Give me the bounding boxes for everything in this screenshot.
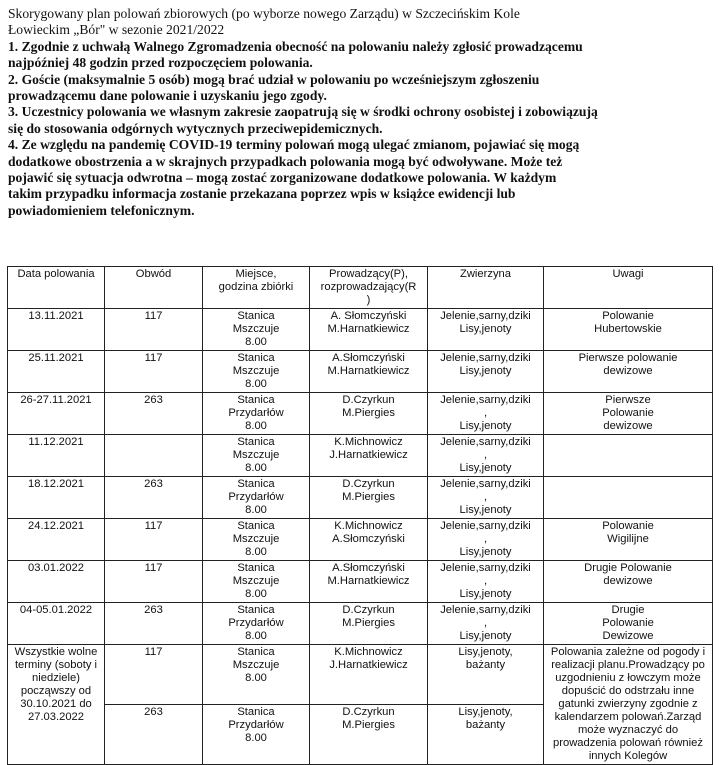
cell-date xyxy=(8,603,105,645)
cell-uwagi xyxy=(544,435,713,477)
cell-text-line: M.Piergies xyxy=(342,407,395,419)
cell-obwod: 263 xyxy=(105,603,203,645)
cell-text-line: Mszczuje xyxy=(232,365,280,377)
cell-zwierzyna xyxy=(428,705,544,765)
cell-text-line: , xyxy=(483,407,488,419)
rules-list xyxy=(8,39,712,219)
rule-4-line-3: pojawić się sytuacja odwrotna – mogą zostać zorganizowane dodatkowe polowania. W każdym xyxy=(8,170,557,186)
rule-2-line-2: prowadzącemu dane polowanie i uzyskaniu jego zgody. xyxy=(8,88,327,104)
cell-text-line: Polowanie xyxy=(602,407,654,419)
cell-text-line: Jelenie,sarny,dziki xyxy=(440,352,531,364)
rule-1-line-2: najpóźniej 48 godzin przed rozpoczęciem polowania. xyxy=(8,55,313,71)
cell-text-line: 8.00 xyxy=(245,462,267,474)
cell-uwagi xyxy=(544,309,713,351)
cell-uwagi xyxy=(544,561,713,603)
cell-text-line: K.Michnowicz xyxy=(334,520,403,532)
cell-text-line: 8.00 xyxy=(245,504,267,516)
cell-text-line: Mszczuje xyxy=(232,659,280,671)
cell-text-line: M.Harnatkiewicz xyxy=(327,575,410,587)
cell-text-line: A.Słomczyński xyxy=(332,533,405,545)
cell-text-line: 8.00 xyxy=(245,630,267,642)
table-row xyxy=(8,351,713,393)
cell-text-line: 8.00 xyxy=(245,420,267,432)
cell-text-line: 04-05.01.2022 xyxy=(19,604,93,616)
cell-obwod: 263 xyxy=(105,705,203,765)
cell-text-line: Lisy,jenoty xyxy=(459,546,512,558)
cell-text-line: 25.11.2021 xyxy=(28,352,84,364)
cell-prowadzacy xyxy=(310,603,428,645)
cell-text-line: Uwagi xyxy=(612,268,644,280)
cell-miejsce xyxy=(203,435,310,477)
cell-text-line: dewizowe xyxy=(603,365,653,377)
cell-text-line: Lisy,jenoty xyxy=(459,365,512,377)
cell-text-line: Prowadzący(P), xyxy=(329,268,408,280)
cell-obwod: 263 xyxy=(105,477,203,519)
cell-prowadzacy xyxy=(310,477,428,519)
cell-text-line: , xyxy=(483,617,488,629)
cell-text-line: D.Czyrkun xyxy=(342,394,395,406)
cell-text-line: J.Harnatkiewicz xyxy=(329,659,408,671)
rule-1-line-1: 1. Zgodnie z uchwałą Walnego Zgromadzenia obecność na polowaniu należy zgłosić prowadzącemu xyxy=(8,38,583,54)
cell-text-line: K.Michnowicz xyxy=(334,646,403,658)
cell-date xyxy=(8,477,105,519)
cell-miejsce xyxy=(203,309,310,351)
cell-date xyxy=(8,561,105,603)
cell-prowadzacy xyxy=(310,309,428,351)
cell-prowadzacy xyxy=(310,393,428,435)
cell-text-line: Stanica xyxy=(237,352,275,364)
table-row xyxy=(8,519,713,561)
cell-text-line: 8.00 xyxy=(245,378,267,390)
cell-text-line: M.Harnatkiewicz xyxy=(327,323,410,335)
cell-uwagi xyxy=(544,477,713,519)
cell-zwierzyna xyxy=(428,435,544,477)
cell-text-line: Lisy,jenoty xyxy=(459,420,512,432)
cell-text-line: D.Czyrkun xyxy=(342,604,395,616)
rule-3-line-2: się do stosowania odgórnych wytycznych przeciwepidemicznych. xyxy=(8,120,383,136)
rule-4-line-1: 4. Ze względu na pandemię COVID-19 terminy polowań mogą ulegać zmianom, pojawiać się mogą xyxy=(8,137,580,153)
cell-text-line: Przydarłów xyxy=(228,617,284,629)
rule-2-line-1: 2. Goście (maksymalnie 5 osób) mogą brać udział w polowaniu po wcześniejszym zgłoszeniu xyxy=(8,71,540,87)
cell-obwod: 117 xyxy=(105,351,203,393)
cell-date xyxy=(8,519,105,561)
cell-miejsce xyxy=(203,705,310,765)
cell-text-line: godzina zbiórki xyxy=(218,281,294,293)
cell-text-line: Jelenie,sarny,dziki xyxy=(440,310,531,322)
cell-text-line: 18.12.2021 xyxy=(28,478,84,490)
cell-zwierzyna xyxy=(428,309,544,351)
cell-text-line: 03.01.2022 xyxy=(28,562,84,574)
cell-obwod: 117 xyxy=(105,645,203,705)
table-row xyxy=(8,393,713,435)
cell-text-line: bażanty xyxy=(465,719,506,731)
cell-text-line: Lisy,jenoty, xyxy=(458,706,513,718)
cell-text-line: 13.11.2021 xyxy=(28,310,84,322)
cell-text-line: , xyxy=(483,575,488,587)
table-row xyxy=(8,603,713,645)
cell-text-line: Pierwsze xyxy=(605,394,651,406)
cell-text-line: Mszczuje xyxy=(232,323,280,335)
header-prowadzacy xyxy=(310,267,428,309)
rule-4-line-4: takim przypadku informacja zostanie przekazana poprzez wpis w książce ewidencji lub xyxy=(8,186,516,202)
intro-text xyxy=(8,6,712,219)
cell-text-line: Stanica xyxy=(237,478,275,490)
cell-zwierzyna xyxy=(428,603,544,645)
cell-text-line: M.Harnatkiewicz xyxy=(327,365,410,377)
cell-text-line: Przydarłów xyxy=(228,491,284,503)
cell-text-line: Hubertowskie xyxy=(594,323,662,335)
cell-miejsce xyxy=(203,561,310,603)
cell-text-line: M.Piergies xyxy=(342,719,395,731)
cell-prowadzacy xyxy=(310,351,428,393)
cell-text-line: D.Czyrkun xyxy=(342,706,395,718)
cell-text-line: A. Słomczyński xyxy=(330,310,407,322)
cell-uwagi xyxy=(544,393,713,435)
cell-uwagi xyxy=(544,603,713,645)
cell-date-free-terms: Wszystkie wolne terminy (soboty i niedziele) począwszy od 30.10.2021 do 27.03.2022 xyxy=(8,645,105,765)
cell-zwierzyna xyxy=(428,645,544,705)
cell-text-line: Przydarłów xyxy=(228,407,284,419)
cell-zwierzyna xyxy=(428,519,544,561)
cell-text-line: Polowanie xyxy=(602,310,654,322)
cell-text-line: Stanica xyxy=(237,604,275,616)
cell-text-line: Lisy,jenoty xyxy=(459,630,512,642)
cell-text-line: A.Słomczyński xyxy=(332,562,405,574)
cell-prowadzacy xyxy=(310,519,428,561)
cell-text-line: Lisy,jenoty xyxy=(459,588,512,600)
cell-text-line: bażanty xyxy=(465,659,506,671)
cell-text-line: Jelenie,sarny,dziki xyxy=(440,520,531,532)
cell-text-line: Lisy,jenoty xyxy=(459,504,512,516)
header-uwagi xyxy=(544,267,713,309)
cell-text-line: Lisy,jenoty, xyxy=(458,646,513,658)
cell-zwierzyna xyxy=(428,393,544,435)
cell-miejsce xyxy=(203,645,310,705)
cell-obwod xyxy=(105,435,203,477)
cell-text-line: rozprowadzający(R xyxy=(320,281,417,293)
cell-text-line: J.Harnatkiewicz xyxy=(329,449,408,461)
header-date xyxy=(8,267,105,309)
cell-prowadzacy xyxy=(310,705,428,765)
header-obwod xyxy=(105,267,203,309)
cell-text-line: Stanica xyxy=(237,436,275,448)
cell-text-line: Stanica xyxy=(237,706,275,718)
cell-zwierzyna xyxy=(428,351,544,393)
table-row xyxy=(8,309,713,351)
cell-obwod: 117 xyxy=(105,309,203,351)
cell-text-line: Lisy,jenoty xyxy=(459,462,512,474)
cell-date xyxy=(8,393,105,435)
cell-text-line: Jelenie,sarny,dziki xyxy=(440,478,531,490)
cell-obwod: 117 xyxy=(105,519,203,561)
cell-text-line: Stanica xyxy=(237,520,275,532)
cell-text-line: , xyxy=(483,533,488,545)
cell-text-line: Przydarłów xyxy=(228,719,284,731)
cell-text-line: Polowanie xyxy=(602,617,654,629)
title-line-1: Skorygowany plan polowań zbiorowych (po wyborze nowego Zarządu) w Szczecińskim Kole xyxy=(8,6,520,21)
cell-text-line: D.Czyrkun xyxy=(342,478,395,490)
cell-text-line: Stanica xyxy=(237,646,275,658)
cell-miejsce xyxy=(203,519,310,561)
cell-text-line: ) xyxy=(366,294,371,306)
table-row xyxy=(8,561,713,603)
cell-miejsce xyxy=(203,477,310,519)
cell-text-line: 11.12.2021 xyxy=(28,436,84,448)
cell-text-line: 26-27.11.2021 xyxy=(20,394,92,406)
cell-miejsce xyxy=(203,351,310,393)
cell-date xyxy=(8,351,105,393)
header-miejsce xyxy=(203,267,310,309)
cell-text-line: A.Słomczyński xyxy=(332,352,405,364)
cell-text-line: Jelenie,sarny,dziki xyxy=(440,604,531,616)
cell-text-line: K.Michnowicz xyxy=(334,436,403,448)
cell-text-line: Drugie Polowanie xyxy=(584,562,672,574)
cell-text-line: , xyxy=(483,449,488,461)
cell-text-line: Mszczuje xyxy=(232,575,280,587)
cell-date xyxy=(8,309,105,351)
cell-zwierzyna xyxy=(428,477,544,519)
cell-text-line: Stanica xyxy=(237,310,275,322)
cell-text-line: 8.00 xyxy=(245,588,267,600)
cell-uwagi xyxy=(544,351,713,393)
cell-text-line: Stanica xyxy=(237,562,275,574)
cell-text-line: Zwierzyna xyxy=(460,268,511,280)
cell-obwod: 117 xyxy=(105,561,203,603)
cell-text-line: Miejsce, xyxy=(235,268,277,280)
cell-text-line: Jelenie,sarny,dziki xyxy=(440,436,531,448)
header-zwierzyna xyxy=(428,267,544,309)
cell-text-line: Drugie xyxy=(611,604,645,616)
cell-text-line: Lisy,jenoty xyxy=(459,323,512,335)
cell-miejsce xyxy=(203,393,310,435)
cell-text-line: Polowanie xyxy=(602,520,654,532)
cell-text-line: Jelenie,sarny,dziki xyxy=(440,562,531,574)
hunt-schedule-table xyxy=(7,266,713,765)
cell-date xyxy=(8,435,105,477)
cell-text-line: 8.00 xyxy=(245,336,267,348)
cell-text-line: Dewizowe xyxy=(602,630,654,642)
cell-text-line: Stanica xyxy=(237,394,275,406)
rule-4-line-5: powiadomieniem telefonicznym. xyxy=(8,202,195,218)
rule-4-line-2: dodatkowe obostrzenia a w skrajnych przypadkach polowania mogą być odwoływane. Może też xyxy=(8,153,563,169)
cell-text-line: Mszczuje xyxy=(232,533,280,545)
cell-uwagi-free-terms: Polowania zależne od pogody i realizacji planu.Prowadzący po uzgodnieniu z łowczym może dopuścić do odstrzału inne gatunki zwierzyny zgodnie z kalendarzem polowań.Zarząd może wyznaczyć do prowadzenia polowań również innych Kolegów xyxy=(544,645,713,765)
cell-text-line: Obwód xyxy=(135,268,172,280)
cell-text-line: dewizowe xyxy=(603,420,653,432)
cell-text-line: M.Piergies xyxy=(342,491,395,503)
cell-uwagi xyxy=(544,519,713,561)
cell-text-line: Mszczuje xyxy=(232,449,280,461)
cell-text-line: Jelenie,sarny,dziki xyxy=(440,394,531,406)
cell-text-line: 8.00 xyxy=(245,732,267,744)
cell-text-line: Wigilijne xyxy=(607,533,649,545)
cell-text-line: 8.00 xyxy=(245,672,267,684)
cell-text-line: , xyxy=(483,491,488,503)
cell-prowadzacy xyxy=(310,435,428,477)
cell-prowadzacy xyxy=(310,645,428,705)
cell-text-line: 24.12.2021 xyxy=(28,520,84,532)
cell-zwierzyna xyxy=(428,561,544,603)
cell-text-line: Pierwsze polowanie xyxy=(578,352,678,364)
title-line-2: Łowieckim „Bór" w sezonie 2021/2022 xyxy=(8,22,225,38)
cell-text-line: M.Piergies xyxy=(342,617,395,629)
table-header-row xyxy=(8,267,713,309)
cell-miejsce xyxy=(203,603,310,645)
rule-3-line-1: 3. Uczestnicy polowania we własnym zakresie zaopatrują się w środki ochrony osobistej i zobowiązują xyxy=(8,104,598,120)
cell-obwod: 263 xyxy=(105,393,203,435)
cell-text-line: 8.00 xyxy=(245,546,267,558)
cell-text-line: dewizowe xyxy=(603,575,653,587)
cell-text-line: Data polowania xyxy=(17,268,95,280)
cell-prowadzacy xyxy=(310,561,428,603)
table-row xyxy=(8,435,713,477)
table-row xyxy=(8,477,713,519)
table-row-last-a xyxy=(8,645,713,705)
